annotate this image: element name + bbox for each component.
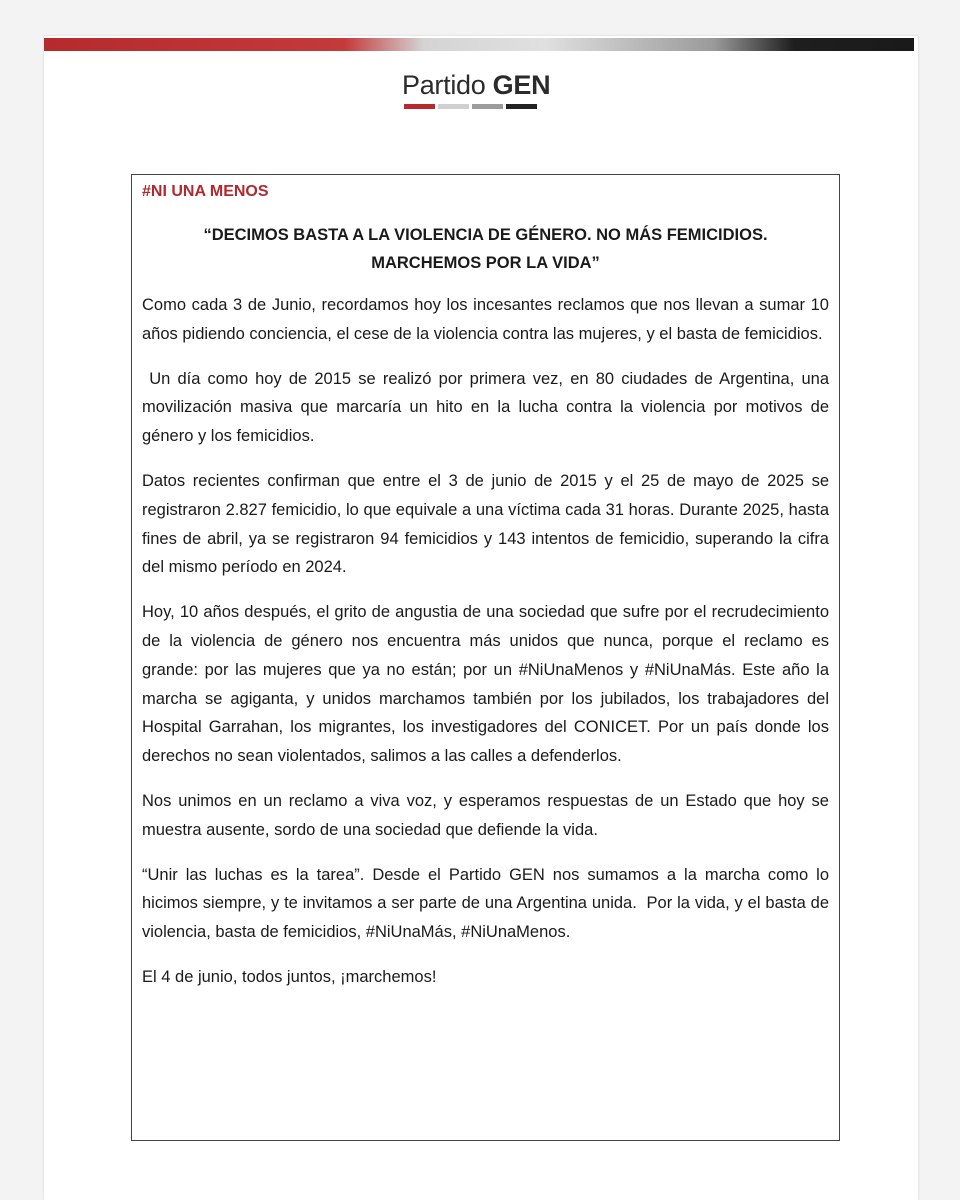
logo-brand-light: Partido	[402, 70, 493, 100]
paragraph-2: Un día como hoy de 2015 se realizó por primera vez, en 80 ciudades de Argentina, una movilización masiva que marcaría un hito en la lucha contra la violencia por motivos de género y los femicidios.	[142, 369, 834, 446]
logo-bar-black	[506, 104, 537, 109]
hashtag-title: #NI UNA MENOS	[142, 183, 269, 200]
header-bar-dark	[714, 38, 914, 51]
logo-bar-grey	[472, 104, 503, 109]
statement-box	[131, 174, 840, 1141]
header-bar-light-grey	[344, 38, 544, 51]
paragraph-1: Como cada 3 de Junio, recordamos hoy los incesantes reclamos que nos llevan a sumar 10 años pidiendo conciencia, el cese de la violencia contra las mujeres, y el basta de femicidios.	[142, 296, 834, 343]
headline	[142, 221, 829, 277]
logo-bar-light-grey	[438, 104, 469, 109]
header-bar-red	[44, 38, 344, 51]
headline-line-1: “DECIMOS BASTA A LA VIOLENCIA DE GÉNERO. NO MÁS FEMICIDIOS.	[203, 226, 768, 244]
logo-brand-bold: GEN	[492, 70, 551, 100]
header-bar-grey	[544, 38, 714, 51]
partido-gen-logo	[402, 70, 552, 130]
paragraph-7: El 4 de junio, todos juntos, ¡marchemos!	[142, 967, 437, 986]
document-sheet	[44, 36, 918, 1200]
headline-line-2: MARCHEMOS POR LA VIDA”	[371, 254, 600, 272]
paragraph-6: “Unir las luchas es la tarea”. Desde el Partido GEN nos sumamos a la marcha como lo hicimos siempre, y te invitamos a ser parte de una Argentina unida. Por la vida, y el basta de violencia, basta de femicidios, #NiUnaMás, #NiUnaMenos.	[142, 865, 834, 942]
paragraph-4: Hoy, 10 años después, el grito de angustia de una sociedad que sufre por el recrudecimiento de la violencia de género nos encuentra más unidos que nunca, porque el reclamo es grande: por las mujeres que ya no están; por un #NiUnaMenos y #NiUnaMás. Este año la marcha se agiganta, y unidos marchamos también por los jubilados, los trabajadores del Hospital Garrahan, los migrantes, los investigadores del CONICET. Por un país donde los derechos no sean violentados, salimos a las calles a defenderlos.	[142, 603, 834, 766]
logo-bar-red	[404, 104, 435, 109]
logo-wordmark	[402, 70, 550, 101]
logo-color-bars	[404, 104, 537, 109]
paragraph-5: Nos unimos en un reclamo a viva voz, y esperamos respuestas de un Estado que hoy se muestra ausente, sordo de una sociedad que defiende la vida.	[142, 791, 834, 839]
header-color-bar	[44, 38, 914, 51]
paragraph-3: Datos recientes confirman que entre el 3 de junio de 2015 y el 25 de mayo de 2025 se registraron 2.827 femicidio, lo que equivale a una víctima cada 31 horas. Durante 2025, hasta fines de abril, ya se registraron 94 femicidios y 143 intentos de femicidio, superando la cifra del mismo período en 2024.	[142, 471, 834, 577]
